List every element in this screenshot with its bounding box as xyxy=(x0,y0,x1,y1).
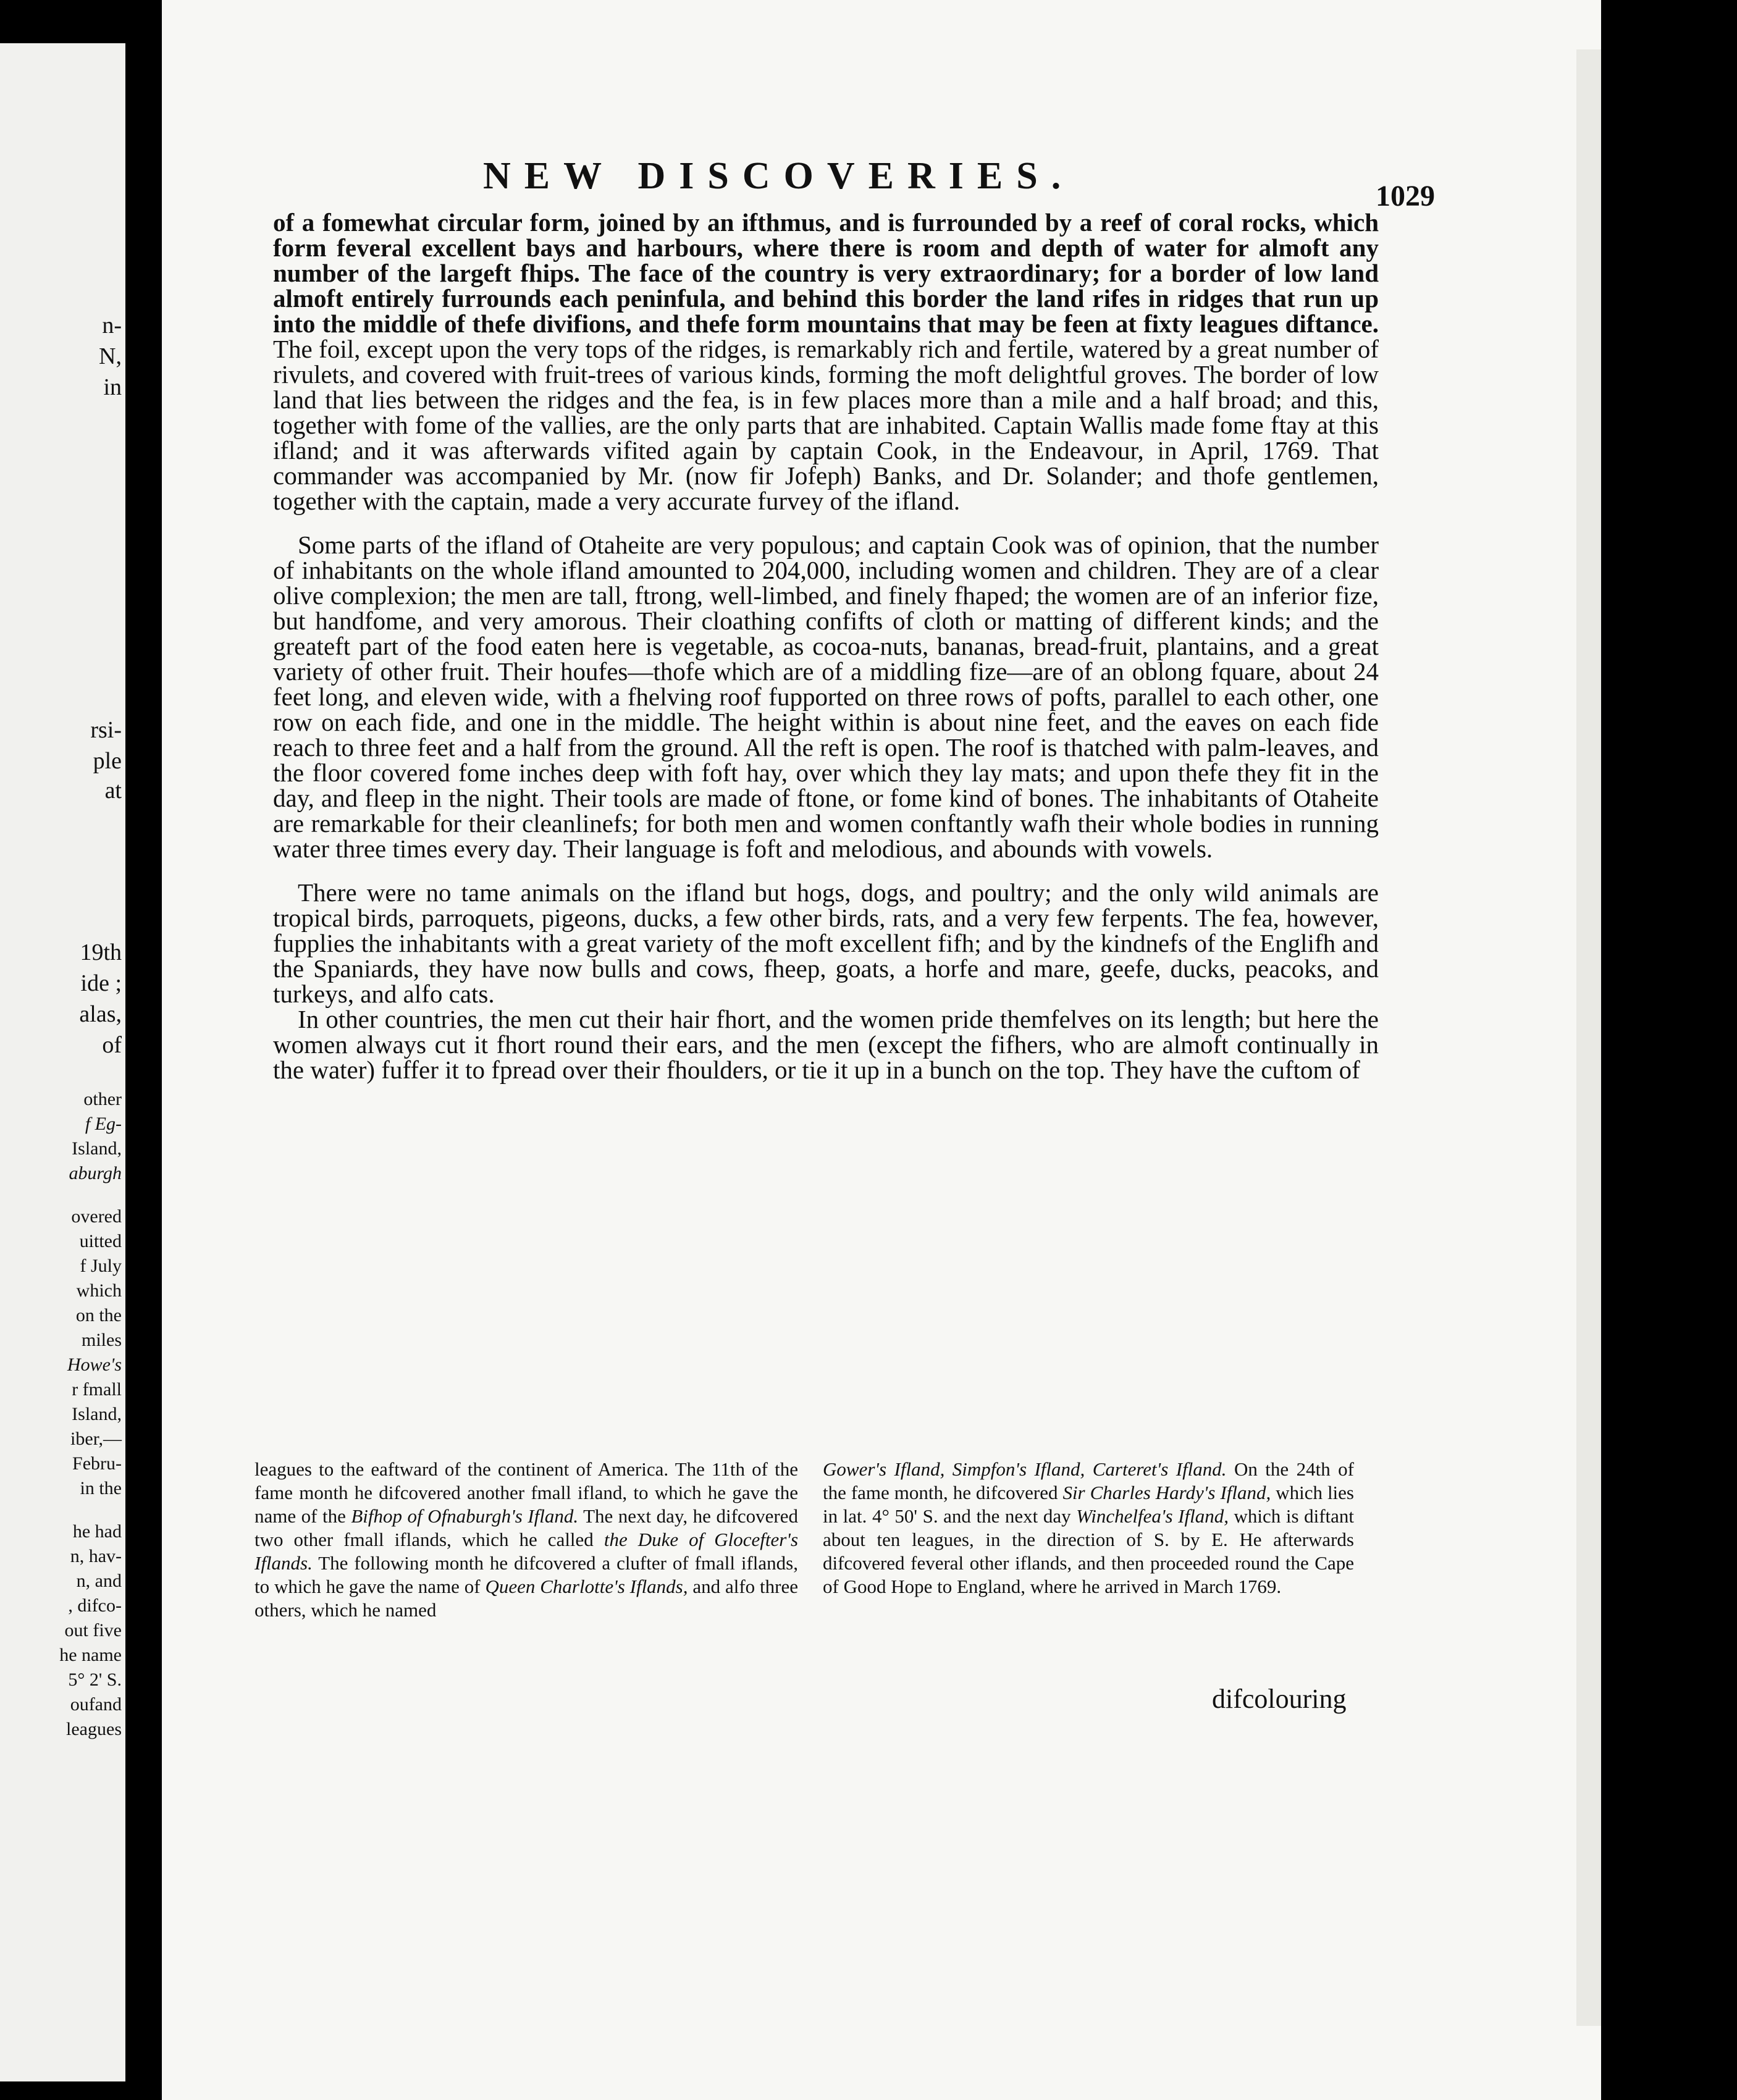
footnote-run: which is diftant about ten leagues, in the direction of S. by E. He afterwards difcovered feveral other iflands, and then proceeded round the Cape of Good Hope to England, where he arrived in March 1769. xyxy=(823,1505,1354,1597)
paragraph-1 xyxy=(273,210,1379,514)
paragraph-3: There were no tame animals on the ifland but hogs, dogs, and poultry; and the only wild animals are tropical birds, parroquets, pigeons, ducks, a few other birds, rats, and a very few ferpents. The fea, however, fupplies the inhabitants with a great variety of the moft excellent fifh; and by the kindnefs of the Englifh and the Spaniards, they have now bulls and cows, fheep, goats, a horfe and mare, geefe, ducks, peacoks, and turkeys, and alfo cats. xyxy=(273,878,1379,1008)
facing-page-line: oufand xyxy=(70,1694,122,1715)
facing-page-line: other xyxy=(83,1089,122,1109)
footnote-run: The following month he difcovered a clufter of fmall iflands, to which he gave the name of xyxy=(254,1552,798,1597)
facing-page-line: rsi- xyxy=(90,717,122,743)
paragraph-2: Some parts of the ifland of Otaheite are very populous; and captain Cook was of opinion, that the number of inhabitants on the whole ifland amounted to 204,000, including women and children. They are of a clear olive complexion; the men are tall, ftrong, well-limbed, and finely fhaped; the women are of an inferior fize, but handfome, and very amorous. Their cloathing confifts of cloth or matting of different kinds; and the greateft part of the food eaten here is vegetable, as cocoa-nuts, bananas, bread-fruit, plantains, and a great variety of other fruit. Their houfes—thofe which are of a middling fize—are of an oblong fquare, about 24 feet long, and eleven wide, with a fhelving roof fupported on three rows of pofts, parallel to each other, one row on each fide, and one in the middle. The height within is about nine feet, and the eaves on each fide reach to three feet and a half from the ground. All the reft is open. The roof is thatched with palm-leaves, and the floor covered fome inches deep with foft hay, over which they lay mats; and upon thefe they fit in the day, and fleep in the night. Their tools are made of ftone, or fome kind of bones. The inhabitants of Otaheite are remarkable for their cleanlinefs; for both men and women conftantly wafh their whole bodies in running water three times every day. Their language is foft and melodious, and abounds with vowels. xyxy=(273,531,1379,863)
facing-page-line: aburgh xyxy=(69,1163,122,1183)
page-edge xyxy=(1576,49,1601,2026)
facing-page-line: f July xyxy=(80,1256,122,1276)
footnote-right xyxy=(823,1458,1354,1598)
footnote-run: Bifhop of Ofnaburgh's Ifland. xyxy=(351,1505,579,1527)
facing-page-line: of xyxy=(102,1032,122,1058)
catchword: difcolouring xyxy=(1212,1684,1347,1714)
facing-page-line: he had xyxy=(72,1521,122,1542)
facing-page-line: n, hav- xyxy=(70,1546,122,1566)
facing-page-line: on the xyxy=(75,1305,122,1325)
facing-page-line: ple xyxy=(93,748,122,774)
facing-page-line: in the xyxy=(80,1478,122,1498)
facing-page-line: ide ; xyxy=(80,970,122,996)
facing-page-line: out five xyxy=(64,1620,122,1640)
facing-page-line: miles xyxy=(82,1330,122,1350)
footnote-run: Winchelfea's Ifland, xyxy=(1076,1505,1229,1527)
facing-page-line: leagues xyxy=(66,1719,122,1739)
facing-page-line: which xyxy=(76,1280,122,1301)
facing-page-line: r fmall xyxy=(72,1379,122,1400)
facing-page-line: n- xyxy=(102,313,122,338)
footnote-run: Queen Charlotte's Iflands, xyxy=(485,1576,688,1597)
facing-page-line: in xyxy=(103,374,122,400)
facing-page-line: , difco- xyxy=(68,1595,122,1616)
paragraph-1-bold: of a fomewhat circular form, joined by an ifthmus, and is furrounded by a reef of coral rocks, which form feveral excellent bays and harbours, where there is room and depth of water for almoft any number of the largeft fhips. The face of the country is very extraordinary; for a border of low land almoft entirely furrounds each peninfula, and behind this border the land rifes in ridges that run up into the middle of thefe divifions, and thefe form mountains that may be feen at fixty leagues diftance. xyxy=(273,208,1379,338)
facing-page-line: 5° 2' S. xyxy=(68,1670,122,1690)
facing-page-line: Howe's xyxy=(67,1354,122,1375)
footnote-run: which lies in lat. 4° 50' S. and the next day xyxy=(823,1482,1354,1527)
facing-page-line: uitted xyxy=(79,1231,122,1251)
facing-page-line: n, and xyxy=(76,1571,122,1591)
facing-page-line: f Eg- xyxy=(85,1114,122,1134)
running-title: NEW DISCOVERIES. xyxy=(483,155,1075,197)
book-page xyxy=(162,0,1601,2100)
paragraph-4: In other countries, the men cut their hair fhort, and the women pride themfelves on its length; but here the women always cut it fhort round their ears, and the men (except the fifhers, who are almoft continually in the water) fuffer it to fpread over their fhoulders, or tie it up in a bunch on the top. They have the cuftom of xyxy=(273,1005,1379,1084)
facing-page-line: Island, xyxy=(72,1138,122,1159)
facing-page-line: he name xyxy=(59,1645,122,1665)
facing-page-line: overed xyxy=(71,1206,122,1227)
facing-page-line: alas, xyxy=(79,1001,122,1027)
facing-page-line: Island, xyxy=(72,1404,122,1424)
footnote-run: The next day, he difcovered two other fmall iflands, which he called xyxy=(254,1505,798,1550)
footnote-run: leagues to the eaftward of the continent of America. The 11th of the fame month he difcovered another fmall ifland, to which he gave the name of the xyxy=(254,1458,798,1527)
facing-page-fragment xyxy=(0,43,125,2081)
facing-page-line: N, xyxy=(99,343,122,369)
paragraph-1-rest: The foil, except upon the very tops of the ridges, is remarkably rich and fertile, watered by a great number of rivulets, and covered with fruit-trees of various kinds, forming the moft delightful groves. The border of low land that lies between the ridges and the fea, is in few places more than a mile and a half broad; and this, together with fome of the vallies, are the only parts that are inhabited. Captain Wallis made fome ftay at this ifland; and it was afterwards vifited again by captain Cook, in the Endeavour, in April, 1769. That commander was accompanied by Mr. (now fir Jofeph) Banks, and Dr. Solander; and thofe gentlemen, together with the captain, made a very accurate furvey of the ifland. xyxy=(273,335,1379,515)
footnote-run: and alfo three others, which he named xyxy=(254,1576,798,1621)
facing-page-line: 19th xyxy=(80,939,122,965)
page-header xyxy=(162,154,1435,212)
main-text xyxy=(273,210,1379,1083)
page-number: 1029 xyxy=(1376,180,1435,212)
footnote-run: Gower's Ifland, Simpfon's Ifland, Carteret's Ifland. xyxy=(823,1458,1227,1480)
footnote-run: the Duke of Glocefter's Iflands. xyxy=(254,1529,799,1574)
footnote-run: On the 24th of the fame month, he difcovered xyxy=(823,1458,1354,1503)
facing-page-line: iber,— xyxy=(70,1429,122,1449)
facing-page-line: Febru- xyxy=(72,1453,122,1474)
footnote-left xyxy=(254,1458,798,1622)
facing-page-line: at xyxy=(104,778,122,804)
footnote-run: Sir Charles Hardy's Ifland, xyxy=(1062,1482,1271,1503)
